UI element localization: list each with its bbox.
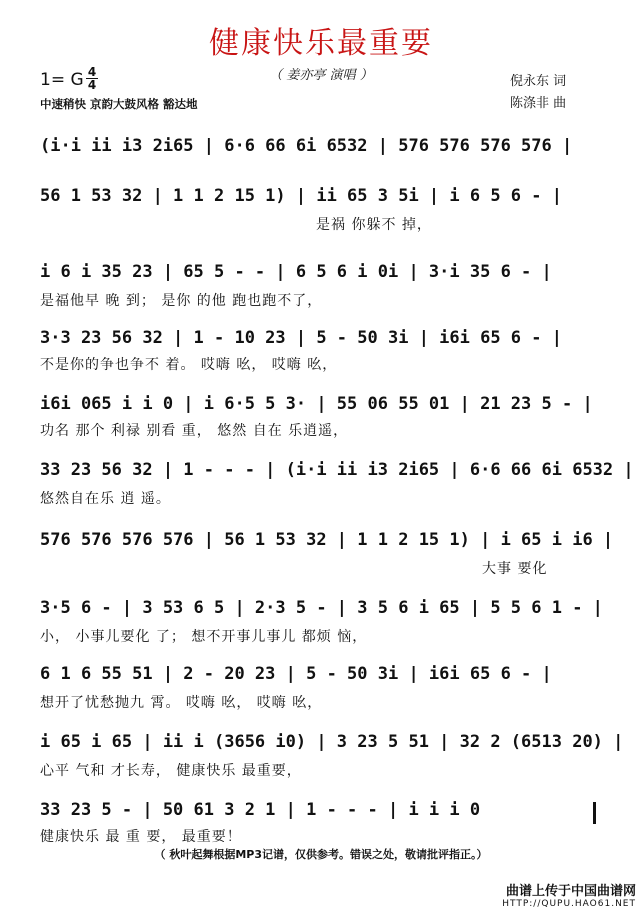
tempo-marking: 中速稍快 京韵大鼓风格 豁达地 bbox=[40, 97, 198, 111]
score-row-11-notes: 33 23 5 - | 50 61 3 2 1 | 1 - - - | i i i 0 bbox=[40, 800, 481, 820]
time-signature bbox=[86, 66, 98, 91]
score-row-5-lyrics: 功名 那个 利禄 别看 重， 悠然 自在 乐逍遥， bbox=[40, 423, 349, 439]
transcription-note: （ 秋叶起舞根据MP3记谱，仅供参考。错误之处，敬请批评指正。） bbox=[154, 848, 488, 861]
meter-bottom: 4 bbox=[87, 78, 97, 92]
watermark-url: HTTP://QUPU.HAO61.NET bbox=[502, 899, 636, 909]
score-row-8-notes: 3·5 6 - | 3 53 6 5 | 2·3 5 - | 3 5 6 i 65 | 5 5 6 1 - | bbox=[40, 598, 603, 618]
score-row-6-notes: 33 23 56 32 | 1 - - - | (i·i ii i3 2i65 | 6·6 66 6i 6532 | bbox=[40, 460, 634, 480]
performer-line: （ 姜亦亭 演唱 ） bbox=[269, 68, 373, 83]
score-row-10-lyrics: 心平 气和 才长寿， 健康快乐 最重要， bbox=[40, 763, 302, 779]
score-row-7-notes: 576 576 576 576 | 56 1 53 32 | 1 1 2 15 1) | i 65 i i6 | bbox=[40, 530, 614, 550]
score-row-1-notes: (i·i ii i3 2i65 | 6·6 66 6i 6532 | 576 576 576 576 | bbox=[40, 136, 573, 156]
score-row-11-lyrics: 健康快乐 最 重 要， 最重要！ bbox=[40, 829, 242, 845]
song-title: 健康快乐最重要 bbox=[209, 26, 433, 61]
score-row-9-notes: 6 1 6 55 51 | 2 - 20 23 | 5 - 50 3i | i6i 65 6 - | bbox=[40, 664, 552, 684]
key-signature: 1= G bbox=[40, 70, 84, 90]
score-row-9-lyrics: 想开了忧愁抛九 霄。 哎嗨 吆， 哎嗨 吆， bbox=[40, 695, 323, 711]
score-row-2-lyrics: 是祸 你躲不 掉， bbox=[316, 217, 432, 233]
score-row-3-notes: i 6 i 35 23 | 65 5 - - | 6 5 6 i 0i | 3·i 35 6 - | bbox=[40, 262, 552, 282]
score-row-4-lyrics: 不是你的争也争不 着。 哎嗨 吆， 哎嗨 吆， bbox=[40, 357, 338, 373]
final-barline bbox=[593, 802, 596, 824]
lyricist-credit: 倪永东 词 bbox=[510, 74, 567, 89]
score-row-3-lyrics: 是福他早 晚 到； 是你 的他 跑也跑不了， bbox=[40, 293, 323, 309]
watermark-line-1: 曲谱上传于中国曲谱网 bbox=[505, 884, 636, 899]
score-row-8-lyrics: 小， 小事儿要化 了； 想不开事儿事儿 都烦 恼， bbox=[40, 629, 368, 645]
score-row-2-notes: 56 1 53 32 | 1 1 2 15 1) | ii 65 3 5i | i 6 5 6 - | bbox=[40, 186, 562, 206]
score-row-7-lyrics: 大事 要化 bbox=[482, 561, 548, 577]
composer-credit: 陈涤非 曲 bbox=[510, 96, 567, 111]
score-row-4-notes: 3·3 23 56 32 | 1 - 10 23 | 5 - 50 3i | i6i 65 6 - | bbox=[40, 328, 562, 348]
site-watermark bbox=[502, 880, 636, 909]
meter-top: 4 bbox=[87, 65, 97, 79]
score-row-5-notes: i6i 065 i i 0 | i 6·5 5 3· | 55 06 55 01 | 21 23 5 - | bbox=[40, 394, 593, 414]
score-row-10-notes: i 65 i 65 | ii i (3656 i0) | 3 23 5 51 | 32 2 (6513 20) | bbox=[40, 732, 624, 752]
score-row-6-lyrics: 悠然自在乐 逍 遥。 bbox=[40, 491, 171, 507]
